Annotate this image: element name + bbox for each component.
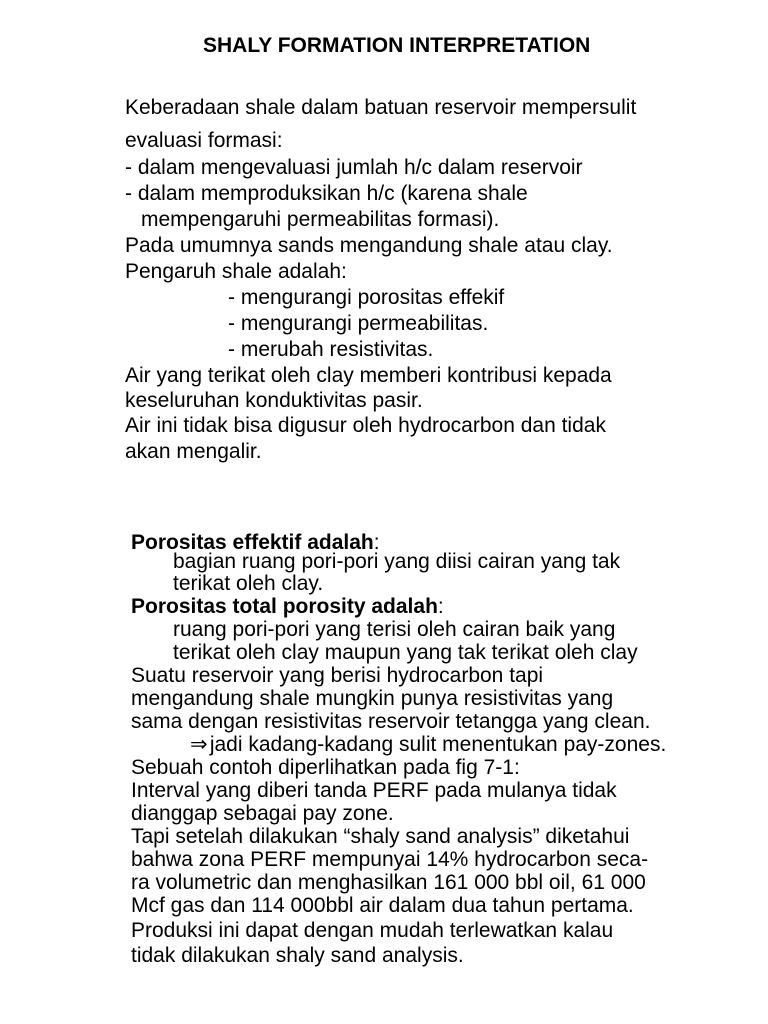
text-line: Keberadaan shale dalam batuan reservoir mempersulit (125, 96, 637, 119)
text-line: evaluasi formasi: (125, 129, 283, 152)
effect-item: - merubah resistivitas. (228, 338, 434, 361)
text-line: Sebuah contoh diperlihatkan pada fig 7-1: (131, 756, 520, 779)
text-line: Mcf gas dan 114 000bbl air dalam dua tahun pertama. (131, 894, 634, 917)
text-line: Interval yang diberi tanda PERF pada mulanya tidak (131, 779, 617, 802)
text-line: Pengaruh shale adalah: (125, 260, 347, 283)
text-line: Tapi setelah dilakukan “shaly sand analysis” diketahui (131, 825, 630, 848)
text-line: tidak dilakukan shaly sand analysis. (131, 944, 464, 967)
effect-item: - mengurangi permeabilitas. (228, 312, 489, 335)
page-title: SHALY FORMATION INTERPRETATION (203, 34, 591, 57)
text-line: Air ini tidak bisa digusur oleh hydrocarbon dan tidak (125, 414, 606, 437)
definition-text: ruang pori-pori yang terisi oleh cairan baik yang (173, 618, 616, 641)
conclusion-text: jadi kadang-kadang sulit menentukan pay-zones. (204, 733, 667, 756)
bullet-line: - dalam memproduksikan h/c (karena shale (125, 182, 528, 205)
definition-term: Porositas effektif adalah (131, 531, 374, 554)
bullet-continuation: mempengaruhi permeabilitas formasi). (141, 208, 500, 231)
text-line: keseluruhan konduktivitas pasir. (125, 389, 423, 412)
text-line: sama dengan resistivitas reservoir tetangga yang clean. (131, 710, 651, 733)
text-line: Suatu reservoir yang berisi hydrocarbon tapi (131, 664, 544, 687)
text-line: Produksi ini dapat dengan mudah terlewatkan kalau (131, 919, 614, 942)
text-line: ra volumetric dan menghasilkan 161 000 bbl oil, 61 000 (131, 871, 646, 894)
effect-item: - mengurangi porositas effekif (228, 286, 505, 309)
text-line: bahwa zona PERF mempunyai 14% hydrocarbon seca- (131, 848, 649, 871)
conclusion-line (190, 734, 666, 756)
definition-text: terikat oleh clay. (173, 572, 324, 595)
definition-text: terikat oleh clay maupun yang tak terikat oleh clay (173, 641, 638, 664)
definition-colon: : (373, 531, 380, 554)
text-line: Pada umumnya sands mengandung shale atau clay. (125, 234, 613, 257)
text-line: Air yang terikat oleh clay memberi kontribusi kepada (125, 364, 612, 387)
text-line: dianggap sebagai pay zone. (131, 802, 394, 825)
bullet-line: - dalam mengevaluasi jumlah h/c dalam reservoir (125, 156, 583, 179)
definition-text: bagian ruang pori-pori yang diisi cairan yang tak (173, 550, 621, 573)
text-line: akan mengalir. (125, 440, 262, 463)
text-line: mengandung shale mungkin punya resistivitas yang (131, 687, 614, 710)
definition-heading-total (131, 596, 444, 618)
definition-term: Porositas total porosity adalah (131, 595, 438, 618)
implies-arrow-icon: ⇒ (190, 733, 208, 756)
definition-colon: : (437, 595, 444, 618)
